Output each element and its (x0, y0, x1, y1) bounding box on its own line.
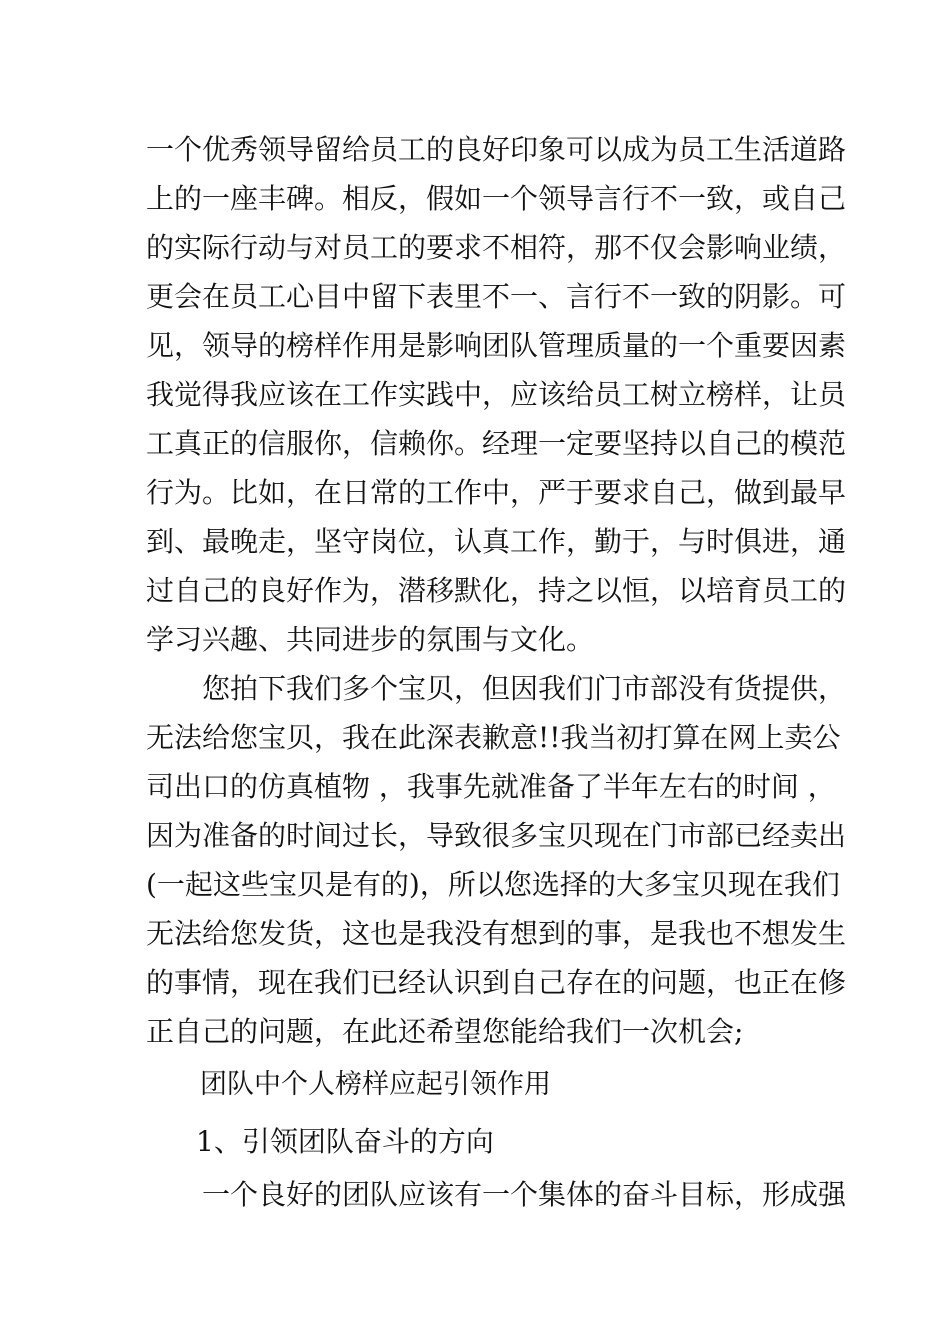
text-line: 我觉得我应该在工作实践中，应该给员工树立榜样，让员 (146, 378, 847, 411)
text-line: 一个优秀领导留给员工的良好印象可以成为员工生活道路 (146, 133, 847, 166)
text-line: 的实际行动与对员工的要求不相符，那不仅会影响业绩， (146, 231, 847, 264)
text-line: (一起这些宝贝是有的)，所以您选择的大多宝贝现在我们 (146, 868, 840, 901)
text-line: 正自己的问题，在此还希望您能给我们一次机会; (146, 1015, 744, 1048)
text-line: 无法给您发货，这也是我没有想到的事，是我也不想发生 (146, 917, 847, 950)
text-line: 上的一座丰碑。相反，假如一个领导言行不一致，或自己 (146, 182, 847, 215)
text-line: 行为。比如，在日常的工作中，严于要求自己，做到最早 (146, 476, 847, 509)
text-line: 到、最晚走，坚守岗位，认真工作，勤于，与时俱进，通 (146, 525, 847, 558)
text-line: 学习兴趣、共同进步的氛围与文化。 (146, 623, 595, 656)
section-heading: 团队中个人榜样应起引领作用 (200, 1069, 551, 1100)
text-line: 更会在员工心目中留下表里不一、言行不一致的阴影。可 (146, 280, 847, 313)
text-line: 过自己的良好作为，潜移默化，持之以恒，以培育员工的 (146, 574, 847, 607)
text-line: 工真正的信服你，信赖你。经理一定要坚持以自己的模范 (146, 427, 847, 460)
text-line: 您拍下我们多个宝贝，但因我们门市部没有货提供， (202, 672, 847, 705)
text-line: 一个良好的团队应该有一个集体的奋斗目标，形成强 (202, 1178, 847, 1211)
text-line: 因为准备的时间过长，导致很多宝贝现在门市部已经卖出 (146, 819, 847, 852)
text-line: 见，领导的榜样作用是影响团队管理质量的一个重要因素 (146, 329, 847, 362)
text-line: 无法给您宝贝，我在此深表歉意!!我当初打算在网上卖公 (146, 721, 841, 754)
text-line: 司出口的仿真植物 ，我事先就准备了半年左右的时间 ， (146, 770, 836, 803)
subsection-heading: 1、引领团队奋斗的方向 (196, 1125, 494, 1158)
text-line: 的事情，现在我们已经认识到自己存在的问题，也正在修 (146, 966, 847, 999)
